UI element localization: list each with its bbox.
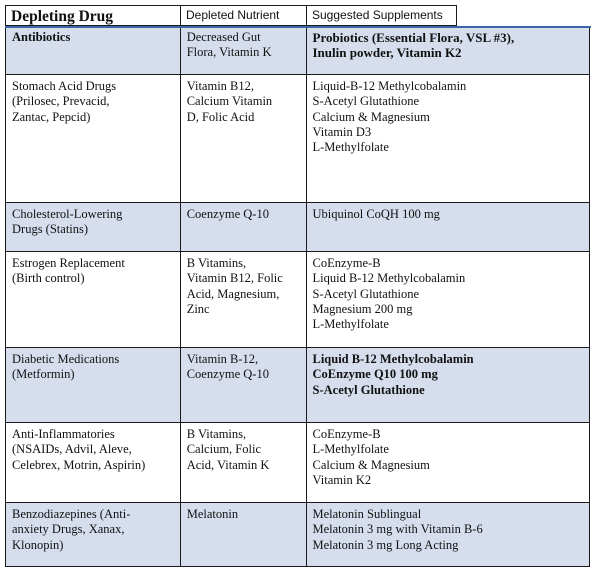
drug-cell: Benzodiazepines (Anti- anxiety Drugs, Xanax, Klonopin) (6, 503, 181, 567)
table-header-row (5, 5, 590, 26)
supplement-cell: Liquid-B-12 Methylcobalamin S-Acetyl Glutathione Calcium & Magnesium Vitamin D3 L-Methylfolate (307, 75, 591, 203)
supplement-cell: Ubiquinol CoQH 100 mg (307, 203, 591, 252)
header-divider-rule (5, 26, 591, 28)
drug-cell: Stomach Acid Drugs (Prilosec, Prevacid, Zantac, Pepcid) (6, 75, 181, 203)
table-row-estrogen (5, 252, 590, 348)
header-depleted-nutrient: Depleted Nutrient (181, 5, 307, 26)
drug-cell: Antibiotics (6, 26, 181, 75)
supplement-cell: Liquid B-12 Methylcobalamin CoEnzyme Q10 100 mg S-Acetyl Glutathione (307, 348, 591, 423)
nutrient-cell: Decreased Gut Flora, Vitamin K (181, 26, 307, 75)
drug-nutrient-table (5, 5, 590, 567)
supplement-cell: CoEnzyme-B L-Methylfolate Calcium & Magnesium Vitamin K2 (307, 423, 591, 503)
drug-cell: Cholesterol-Lowering Drugs (Statins) (6, 203, 181, 252)
drug-cell: Anti-Inflammatories (NSAIDs, Advil, Aleve, Celebrex, Motrin, Aspirin) (6, 423, 181, 503)
header-depleting-drug: Depleting Drug (6, 5, 181, 26)
nutrient-cell: Coenzyme Q-10 (181, 203, 307, 252)
table-row-diabetic (5, 348, 590, 423)
supplement-cell: Melatonin Sublingual Melatonin 3 mg with Vitamin B-6 Melatonin 3 mg Long Acting (307, 503, 591, 567)
table-row-anti-inflammatories (5, 423, 590, 503)
nutrient-cell: Melatonin (181, 503, 307, 567)
table-row-stomach-acid (5, 75, 590, 203)
nutrient-cell: B Vitamins, Vitamin B12, Folic Acid, Magnesium, Zinc (181, 252, 307, 348)
drug-cell: Estrogen Replacement (Birth control) (6, 252, 181, 348)
nutrient-cell: Vitamin B12, Calcium Vitamin D, Folic Acid (181, 75, 307, 203)
header-suggested-supplements: Suggested Supplements (307, 5, 457, 26)
nutrient-cell: B Vitamins, Calcium, Folic Acid, Vitamin K (181, 423, 307, 503)
drug-cell: Diabetic Medications (Metformin) (6, 348, 181, 423)
table-row-antibiotics (5, 26, 590, 75)
nutrient-cell: Vitamin B-12, Coenzyme Q-10 (181, 348, 307, 423)
table-row-benzodiazepines (5, 503, 590, 567)
table-row-cholesterol (5, 203, 590, 252)
supplement-cell: CoEnzyme-B Liquid B-12 Methylcobalamin S-Acetyl Glutathione Magnesium 200 mg L-Methylfolate (307, 252, 591, 348)
supplement-cell: Probiotics (Essential Flora, VSL #3), Inulin powder, Vitamin K2 (307, 26, 591, 75)
